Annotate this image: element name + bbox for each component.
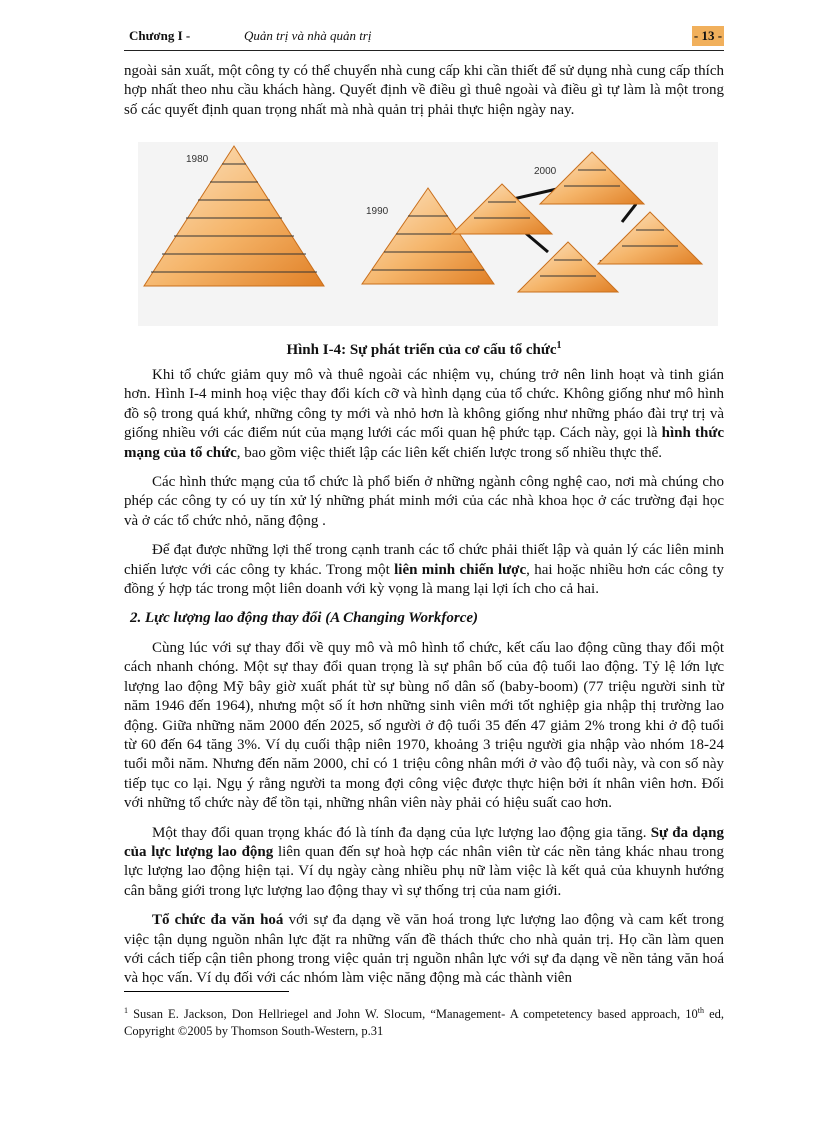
footnote-divider (124, 991, 289, 992)
paragraph-strategic-alliance (124, 541, 724, 599)
footnote-ref: 1 (124, 1006, 128, 1015)
org-structure-figure (138, 142, 718, 326)
term-workforce-diversity: Sự đa dạng của lực lượng lao động (124, 824, 724, 860)
figure-caption (124, 340, 724, 359)
term-multicultural-org: Tổ chức đa văn hoá (152, 912, 284, 929)
page-header (124, 26, 724, 46)
figure-caption-text: Hình I-4: Sự phát triển của cơ cấu tổ chức (286, 342, 557, 358)
paragraph-text: liên quan đến sự hoà hợp các nhân viên từ các nền tảng khác nhau trong lực lượng lao động hiện tại. Ví dụ ngày càng nhiều phụ nữ làm việc là kết quả của khuynh hướng cân bằng giới trong lực lượng lao động thay vì sự thống trị của nam giới. (124, 843, 725, 899)
label-1990: 1990 (366, 206, 389, 217)
label-1980: 1980 (186, 154, 209, 165)
label-2000: 2000 (534, 166, 557, 177)
paragraph-text: Để đạt được những lợi thế trong cạnh tranh các tổ chức phải thiết lập và quản lý các liên minh chiến lược với các công ty khác. Trong một (124, 542, 724, 578)
chapter-subtitle: Quản trị và nhà quản trị (244, 28, 372, 43)
paragraph-text: Một thay đổi quan trọng khác đó là tính đa dạng của lực lượng lao động gia tăng. (152, 824, 651, 841)
paragraph-network-form (124, 366, 724, 463)
intro-paragraph: ngoài sản xuất, một công ty có thể chuyển nhà cung cấp khi cần thiết để sử dụng nhà cung cấp thích hợp nhất theo nhu cầu khách hàng. Quyết định về điều gì thuê ngoài và điều gì tự làm là một trong số các quyết định quan trọng nhất mà nhà quản trị phải thực hiện ngày nay. (124, 63, 724, 118)
paragraph-workforce-age: Cùng lúc với sự thay đổi về quy mô và mô hình tổ chức, kết cấu lao động cũng thay đổi một cách nhanh chóng. Một sự thay đổi quan trọng là sự phân bố của độ tuổi lao động. Tỷ lệ lớn lực lượng lao động Mỹ bây giờ xuất phát từ sự bùng nổ dân số (baby-boom) (77 triệu người sinh từ năm 1946 đến 1964), nhưng một số ít hơn những sinh viên mới tốt nghiệp gia nhập thị trường lao động. Giữa những năm 2000 đến 2025, số người ở độ tuổi 35 đến 47 giảm 2% trong khi ở độ tuổi từ 60 đến 64 tăng 3%. Ví dụ cuối thập niên 1970, khoảng 3 triệu người gia nhập vào nhóm 18-24 tuổi mỗi năm. Nhưng đến năm 2000, chỉ có 1 triệu công nhân mới ở vào độ tuổi này, và con số này tiếp tục co lại. Ngụ ý rằng người ta mong đợi công việc được thực hiện bởi ít nhân viên hơn. Đối với những tổ chức này để tồn tại, những nhân viên này phải có hiệu suất cao hơn. (124, 639, 724, 812)
chapter-label: Chương I - (129, 28, 191, 43)
term-network-form: hình thức mạng của tổ chức (124, 425, 724, 461)
paragraph-text: , bao gồm việc thiết lập các liên kết chiến lược trong số nhiều thực thể. (236, 444, 663, 461)
paragraph-text: với sự đa dạng về văn hoá trong lực lượng lao động và cam kết trong việc tận dụng nguồn nhân lực đặt ra những vấn đề thách thức cho nhà quản trị. Họ cần làm quen với cách tiếp cận tiên phong trong việc quản trị nguồn nhân lực với sự đa dạng về nền tảng văn hoá và học vấn. Ví dụ đối với các nhóm làm việc năng động mà các thành viên (124, 912, 724, 987)
term-strategic-alliance: liên minh chiến lược (394, 561, 527, 578)
footnote-sup: th (697, 1006, 704, 1015)
page-number-badge: - 13 - (692, 26, 724, 46)
footnote-text: Susan E. Jackson, Don Hellriegel and John W. Slocum, “Management- A competetency based approach, 10 (128, 1007, 698, 1022)
intro-text (124, 62, 724, 130)
footnote-text: ed, Copyright ©2005 by Thomson South-Western, p.31 (124, 1007, 724, 1039)
caption-footnote-ref: 1 (556, 340, 562, 351)
paragraph-high-tech: Các hình thức mạng của tổ chức là phổ biến ở những ngành công nghệ cao, nơi mà chúng cho phép các công ty có uy tín xử lý những phát minh mới của các nhà khoa học ở các trường đại học và ở các tổ chức nhỏ, năng động . (124, 474, 724, 529)
section-heading-2: 2. Lực lượng lao động thay đổi (A Changing Workforce) (130, 610, 479, 627)
header-divider (124, 50, 724, 51)
paragraph-diversity (124, 824, 724, 902)
paragraph-text: Khi tổ chức giảm quy mô và thuê ngoài các nhiệm vụ, chúng trở nên linh hoạt và tinh gián hơn. Hình I-4 minh hoạ việc thay đổi kích cỡ và hình dạng của tổ chức. Không giống như mô hình đồ sộ trong quá khứ, những công ty mới và nhỏ hơn là không giống như những pháo đài trự trị và giống nhiều với các điểm nút của mạng lưới các mối quan hệ phức tạp. Cách này, gọi là (124, 367, 724, 442)
main-text (124, 366, 724, 999)
paragraph-multicultural (124, 911, 724, 989)
paragraph-text: , hai hoặc nhiều hơn các công ty đồng ý hợp tác trong một liên doanh với kỳ vọng là mang lại lợi ích cho cả hai. (124, 561, 724, 598)
footnote (124, 1002, 724, 1040)
